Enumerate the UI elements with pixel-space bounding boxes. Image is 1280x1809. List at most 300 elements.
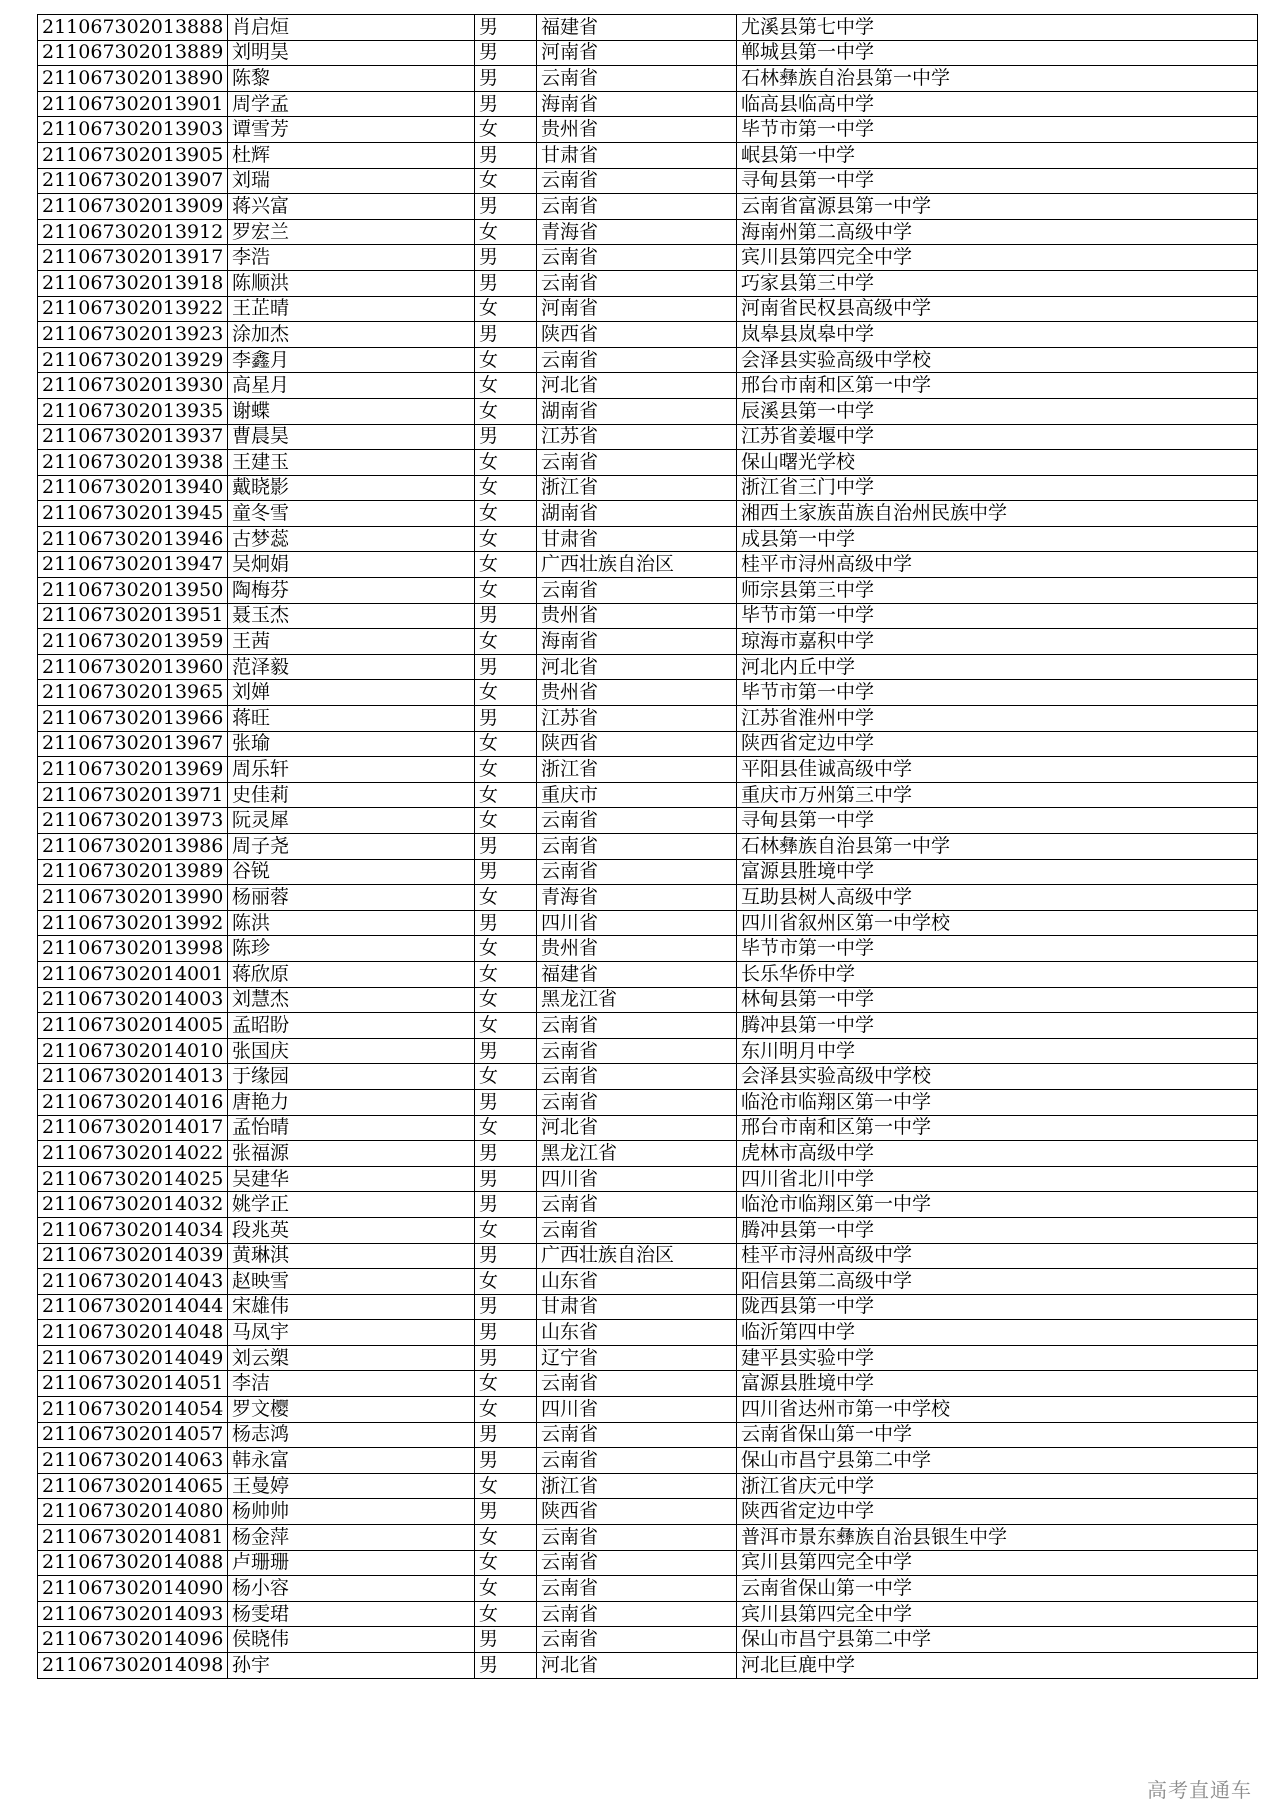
province-cell: 云南省 <box>537 168 737 194</box>
table-row <box>38 1320 1258 1346</box>
table-row <box>38 270 1258 296</box>
school-cell: 宾川县第四完全中学 <box>737 245 1258 271</box>
table-row <box>38 1499 1258 1525</box>
gender-cell: 女 <box>475 1601 537 1627</box>
id-cell: 211067302014044 <box>38 1294 228 1320</box>
province-cell: 云南省 <box>537 347 737 373</box>
gender-cell: 男 <box>475 1448 537 1474</box>
id-cell: 211067302013901 <box>38 91 228 117</box>
name-cell: 李洁 <box>228 1371 475 1397</box>
school-cell: 石林彝族自治县第一中学 <box>737 834 1258 860</box>
name-cell: 陶梅芬 <box>228 578 475 604</box>
school-cell: 石林彝族自治县第一中学 <box>737 66 1258 92</box>
gender-cell: 女 <box>475 450 537 476</box>
gender-cell: 女 <box>475 373 537 399</box>
admission-list-table <box>37 14 1258 1679</box>
province-cell: 河北省 <box>537 1115 737 1141</box>
table-row <box>38 1627 1258 1653</box>
name-cell: 罗文樱 <box>228 1397 475 1423</box>
name-cell: 蒋旺 <box>228 706 475 732</box>
table-row <box>38 603 1258 629</box>
school-cell: 成县第一中学 <box>737 526 1258 552</box>
gender-cell: 男 <box>475 1089 537 1115</box>
school-cell: 江苏省姜堰中学 <box>737 424 1258 450</box>
name-cell: 谢蝶 <box>228 398 475 424</box>
school-cell: 长乐华侨中学 <box>737 961 1258 987</box>
table-row <box>38 731 1258 757</box>
table-row <box>38 706 1258 732</box>
gender-cell: 男 <box>475 40 537 66</box>
province-cell: 江苏省 <box>537 424 737 450</box>
province-cell: 四川省 <box>537 1397 737 1423</box>
gender-cell: 女 <box>475 398 537 424</box>
table-row <box>38 1013 1258 1039</box>
school-cell: 岷县第一中学 <box>737 142 1258 168</box>
province-cell: 云南省 <box>537 194 737 220</box>
gender-cell: 女 <box>475 296 537 322</box>
table-row <box>38 15 1258 41</box>
name-cell: 王茜 <box>228 629 475 655</box>
table-row <box>38 834 1258 860</box>
id-cell: 211067302014022 <box>38 1141 228 1167</box>
province-cell: 海南省 <box>537 629 737 655</box>
id-cell: 211067302013945 <box>38 501 228 527</box>
table-row <box>38 1448 1258 1474</box>
province-cell: 云南省 <box>537 450 737 476</box>
gender-cell: 女 <box>475 1525 537 1551</box>
name-cell: 王曼婷 <box>228 1473 475 1499</box>
gender-cell: 女 <box>475 885 537 911</box>
name-cell: 刘云槊 <box>228 1345 475 1371</box>
name-cell: 杨志鸿 <box>228 1422 475 1448</box>
gender-cell: 男 <box>475 1499 537 1525</box>
gender-cell: 男 <box>475 194 537 220</box>
gender-cell: 男 <box>475 1653 537 1679</box>
gender-cell: 男 <box>475 1192 537 1218</box>
province-cell: 河北省 <box>537 654 737 680</box>
id-cell: 211067302014039 <box>38 1243 228 1269</box>
id-cell: 211067302014005 <box>38 1013 228 1039</box>
table-row <box>38 1089 1258 1115</box>
id-cell: 211067302014010 <box>38 1038 228 1064</box>
gender-cell: 女 <box>475 1371 537 1397</box>
name-cell: 段兆英 <box>228 1217 475 1243</box>
table-row <box>38 1653 1258 1679</box>
province-cell: 广西壮族自治区 <box>537 552 737 578</box>
province-cell: 甘肃省 <box>537 526 737 552</box>
gender-cell: 男 <box>475 424 537 450</box>
school-cell: 保山曙光学校 <box>737 450 1258 476</box>
name-cell: 张福源 <box>228 1141 475 1167</box>
province-cell: 青海省 <box>537 885 737 911</box>
province-cell: 广西壮族自治区 <box>537 1243 737 1269</box>
id-cell: 211067302013889 <box>38 40 228 66</box>
id-cell: 211067302014090 <box>38 1576 228 1602</box>
school-cell: 四川省叙州区第一中学校 <box>737 910 1258 936</box>
name-cell: 马凤宇 <box>228 1320 475 1346</box>
school-cell: 临沧市临翔区第一中学 <box>737 1192 1258 1218</box>
gender-cell: 女 <box>475 168 537 194</box>
id-cell: 211067302013930 <box>38 373 228 399</box>
school-cell: 师宗县第三中学 <box>737 578 1258 604</box>
id-cell: 211067302013917 <box>38 245 228 271</box>
gender-cell: 女 <box>475 1576 537 1602</box>
name-cell: 杨丽蓉 <box>228 885 475 911</box>
id-cell: 211067302013986 <box>38 834 228 860</box>
name-cell: 周学孟 <box>228 91 475 117</box>
province-cell: 云南省 <box>537 1217 737 1243</box>
name-cell: 杜辉 <box>228 142 475 168</box>
table-row <box>38 1141 1258 1167</box>
name-cell: 刘婵 <box>228 680 475 706</box>
id-cell: 211067302014003 <box>38 987 228 1013</box>
id-cell: 211067302014032 <box>38 1192 228 1218</box>
province-cell: 甘肃省 <box>537 142 737 168</box>
province-cell: 贵州省 <box>537 117 737 143</box>
name-cell: 李鑫月 <box>228 347 475 373</box>
id-cell: 211067302014025 <box>38 1166 228 1192</box>
name-cell: 谭雪芳 <box>228 117 475 143</box>
table-row <box>38 194 1258 220</box>
province-cell: 陕西省 <box>537 731 737 757</box>
province-cell: 黑龙江省 <box>537 1141 737 1167</box>
id-cell: 211067302014098 <box>38 1653 228 1679</box>
id-cell: 211067302013909 <box>38 194 228 220</box>
id-cell: 211067302014081 <box>38 1525 228 1551</box>
gender-cell: 男 <box>475 1038 537 1064</box>
gender-cell: 男 <box>475 1422 537 1448</box>
id-cell: 211067302013922 <box>38 296 228 322</box>
table-row <box>38 1038 1258 1064</box>
gender-cell: 男 <box>475 142 537 168</box>
province-cell: 云南省 <box>537 1013 737 1039</box>
table-row <box>38 245 1258 271</box>
table-row <box>38 1243 1258 1269</box>
gender-cell: 女 <box>475 501 537 527</box>
name-cell: 姚学正 <box>228 1192 475 1218</box>
table-row <box>38 1166 1258 1192</box>
name-cell: 肖启烜 <box>228 15 475 41</box>
table-row <box>38 66 1258 92</box>
province-cell: 海南省 <box>537 91 737 117</box>
table-row <box>38 654 1258 680</box>
gender-cell: 男 <box>475 603 537 629</box>
name-cell: 吴炯娟 <box>228 552 475 578</box>
gender-cell: 女 <box>475 1064 537 1090</box>
id-cell: 211067302014049 <box>38 1345 228 1371</box>
gender-cell: 女 <box>475 629 537 655</box>
name-cell: 刘瑞 <box>228 168 475 194</box>
name-cell: 古梦蕊 <box>228 526 475 552</box>
id-cell: 211067302014065 <box>38 1473 228 1499</box>
id-cell: 211067302013946 <box>38 526 228 552</box>
province-cell: 云南省 <box>537 1601 737 1627</box>
name-cell: 聂玉杰 <box>228 603 475 629</box>
school-cell: 临沂第四中学 <box>737 1320 1258 1346</box>
id-cell: 211067302014063 <box>38 1448 228 1474</box>
school-cell: 阳信县第二高级中学 <box>737 1269 1258 1295</box>
gender-cell: 女 <box>475 757 537 783</box>
gender-cell: 女 <box>475 782 537 808</box>
gender-cell: 女 <box>475 936 537 962</box>
province-cell: 山东省 <box>537 1269 737 1295</box>
gender-cell: 男 <box>475 910 537 936</box>
name-cell: 陈珍 <box>228 936 475 962</box>
school-cell: 临沧市临翔区第一中学 <box>737 1089 1258 1115</box>
province-cell: 云南省 <box>537 1448 737 1474</box>
name-cell: 陈黎 <box>228 66 475 92</box>
gender-cell: 女 <box>475 961 537 987</box>
name-cell: 侯晓伟 <box>228 1627 475 1653</box>
province-cell: 福建省 <box>537 15 737 41</box>
gender-cell: 女 <box>475 1550 537 1576</box>
id-cell: 211067302013950 <box>38 578 228 604</box>
gender-cell: 男 <box>475 91 537 117</box>
gender-cell: 男 <box>475 15 537 41</box>
table-row <box>38 552 1258 578</box>
school-cell: 浙江省庆元中学 <box>737 1473 1258 1499</box>
province-cell: 湖南省 <box>537 398 737 424</box>
school-cell: 海南州第二高级中学 <box>737 219 1258 245</box>
gender-cell: 女 <box>475 117 537 143</box>
name-cell: 卢珊珊 <box>228 1550 475 1576</box>
id-cell: 211067302013907 <box>38 168 228 194</box>
table-row <box>38 142 1258 168</box>
name-cell: 宋雄伟 <box>228 1294 475 1320</box>
province-cell: 福建省 <box>537 961 737 987</box>
gender-cell: 女 <box>475 578 537 604</box>
school-cell: 腾冲县第一中学 <box>737 1217 1258 1243</box>
table-row <box>38 168 1258 194</box>
name-cell: 于缘园 <box>228 1064 475 1090</box>
table-row <box>38 219 1258 245</box>
gender-cell: 女 <box>475 1013 537 1039</box>
table-row <box>38 1294 1258 1320</box>
province-cell: 浙江省 <box>537 1473 737 1499</box>
name-cell: 黄琳淇 <box>228 1243 475 1269</box>
school-cell: 四川省北川中学 <box>737 1166 1258 1192</box>
province-cell: 云南省 <box>537 808 737 834</box>
province-cell: 浙江省 <box>537 757 737 783</box>
name-cell: 韩永富 <box>228 1448 475 1474</box>
id-cell: 211067302014013 <box>38 1064 228 1090</box>
table-row <box>38 578 1258 604</box>
table-body <box>38 15 1258 1679</box>
table-row <box>38 987 1258 1013</box>
province-cell: 云南省 <box>537 66 737 92</box>
gender-cell: 女 <box>475 731 537 757</box>
province-cell: 云南省 <box>537 1371 737 1397</box>
school-cell: 毕节市第一中学 <box>737 936 1258 962</box>
school-cell: 云南省保山第一中学 <box>737 1576 1258 1602</box>
gender-cell: 男 <box>475 322 537 348</box>
gender-cell: 女 <box>475 347 537 373</box>
name-cell: 蒋欣原 <box>228 961 475 987</box>
table-row <box>38 757 1258 783</box>
school-cell: 河北内丘中学 <box>737 654 1258 680</box>
gender-cell: 男 <box>475 245 537 271</box>
province-cell: 云南省 <box>537 834 737 860</box>
school-cell: 互助县树人高级中学 <box>737 885 1258 911</box>
gender-cell: 女 <box>475 987 537 1013</box>
id-cell: 211067302014051 <box>38 1371 228 1397</box>
province-cell: 河北省 <box>537 373 737 399</box>
name-cell: 杨金萍 <box>228 1525 475 1551</box>
id-cell: 211067302013912 <box>38 219 228 245</box>
school-cell: 尤溪县第七中学 <box>737 15 1258 41</box>
table-row <box>38 526 1258 552</box>
id-cell: 211067302013905 <box>38 142 228 168</box>
name-cell: 赵映雪 <box>228 1269 475 1295</box>
name-cell: 童冬雪 <box>228 501 475 527</box>
school-cell: 郸城县第一中学 <box>737 40 1258 66</box>
id-cell: 211067302014034 <box>38 1217 228 1243</box>
id-cell: 211067302014054 <box>38 1397 228 1423</box>
gender-cell: 女 <box>475 552 537 578</box>
table-row <box>38 322 1258 348</box>
table-row <box>38 808 1258 834</box>
province-cell: 云南省 <box>537 1627 737 1653</box>
id-cell: 211067302013967 <box>38 731 228 757</box>
name-cell: 刘明昊 <box>228 40 475 66</box>
gender-cell: 男 <box>475 1243 537 1269</box>
id-cell: 211067302013998 <box>38 936 228 962</box>
province-cell: 云南省 <box>537 859 737 885</box>
province-cell: 云南省 <box>537 1089 737 1115</box>
gender-cell: 男 <box>475 1627 537 1653</box>
school-cell: 陇西县第一中学 <box>737 1294 1258 1320</box>
province-cell: 陕西省 <box>537 322 737 348</box>
table-row <box>38 296 1258 322</box>
gender-cell: 女 <box>475 475 537 501</box>
table-row <box>38 1269 1258 1295</box>
province-cell: 云南省 <box>537 1064 737 1090</box>
table-row <box>38 1371 1258 1397</box>
id-cell: 211067302013951 <box>38 603 228 629</box>
school-cell: 巧家县第三中学 <box>737 270 1258 296</box>
school-cell: 云南省保山第一中学 <box>737 1422 1258 1448</box>
name-cell: 高星月 <box>228 373 475 399</box>
id-cell: 211067302014057 <box>38 1422 228 1448</box>
province-cell: 河南省 <box>537 40 737 66</box>
table-row <box>38 1115 1258 1141</box>
school-cell: 岚皋县岚皋中学 <box>737 322 1258 348</box>
gender-cell: 女 <box>475 1217 537 1243</box>
id-cell: 211067302013973 <box>38 808 228 834</box>
gender-cell: 女 <box>475 219 537 245</box>
school-cell: 毕节市第一中学 <box>737 117 1258 143</box>
name-cell: 孙宇 <box>228 1653 475 1679</box>
name-cell: 杨帅帅 <box>228 1499 475 1525</box>
school-cell: 桂平市浔州高级中学 <box>737 1243 1258 1269</box>
school-cell: 毕节市第一中学 <box>737 680 1258 706</box>
id-cell: 211067302013989 <box>38 859 228 885</box>
province-cell: 云南省 <box>537 1422 737 1448</box>
gender-cell: 女 <box>475 808 537 834</box>
table-row <box>38 782 1258 808</box>
table-row <box>38 373 1258 399</box>
school-cell: 浙江省三门中学 <box>737 475 1258 501</box>
id-cell: 211067302013929 <box>38 347 228 373</box>
id-cell: 211067302013938 <box>38 450 228 476</box>
id-cell: 211067302013971 <box>38 782 228 808</box>
province-cell: 四川省 <box>537 1166 737 1192</box>
school-cell: 东川明月中学 <box>737 1038 1258 1064</box>
province-cell: 云南省 <box>537 1038 737 1064</box>
id-cell: 211067302014016 <box>38 1089 228 1115</box>
school-cell: 邢台市南和区第一中学 <box>737 1115 1258 1141</box>
name-cell: 谷锐 <box>228 859 475 885</box>
school-cell: 普洱市景东彝族自治县银生中学 <box>737 1525 1258 1551</box>
id-cell: 211067302014096 <box>38 1627 228 1653</box>
school-cell: 毕节市第一中学 <box>737 603 1258 629</box>
name-cell: 杨小容 <box>228 1576 475 1602</box>
name-cell: 蒋兴富 <box>228 194 475 220</box>
watermark-text: 高考直通车 <box>1147 1778 1252 1802</box>
gender-cell: 男 <box>475 706 537 732</box>
province-cell: 甘肃省 <box>537 1294 737 1320</box>
school-cell: 琼海市嘉积中学 <box>737 629 1258 655</box>
table-row <box>38 859 1258 885</box>
table-row <box>38 501 1258 527</box>
school-cell: 邢台市南和区第一中学 <box>737 373 1258 399</box>
school-cell: 平阳县佳诚高级中学 <box>737 757 1258 783</box>
name-cell: 陈洪 <box>228 910 475 936</box>
school-cell: 腾冲县第一中学 <box>737 1013 1258 1039</box>
gender-cell: 男 <box>475 270 537 296</box>
name-cell: 吴建华 <box>228 1166 475 1192</box>
id-cell: 211067302013888 <box>38 15 228 41</box>
id-cell: 211067302013990 <box>38 885 228 911</box>
table-row <box>38 424 1258 450</box>
table-row <box>38 1601 1258 1627</box>
name-cell: 李浩 <box>228 245 475 271</box>
table-row <box>38 680 1258 706</box>
gender-cell: 男 <box>475 66 537 92</box>
table-row <box>38 1345 1258 1371</box>
province-cell: 河北省 <box>537 1653 737 1679</box>
province-cell: 云南省 <box>537 245 737 271</box>
gender-cell: 女 <box>475 1397 537 1423</box>
id-cell: 211067302013947 <box>38 552 228 578</box>
id-cell: 211067302013918 <box>38 270 228 296</box>
province-cell: 山东省 <box>537 1320 737 1346</box>
school-cell: 富源县胜境中学 <box>737 1371 1258 1397</box>
table-row <box>38 347 1258 373</box>
province-cell: 黑龙江省 <box>537 987 737 1013</box>
name-cell: 范泽毅 <box>228 654 475 680</box>
province-cell: 湖南省 <box>537 501 737 527</box>
school-cell: 桂平市浔州高级中学 <box>737 552 1258 578</box>
school-cell: 富源县胜境中学 <box>737 859 1258 885</box>
id-cell: 211067302014017 <box>38 1115 228 1141</box>
table-row <box>38 117 1258 143</box>
province-cell: 浙江省 <box>537 475 737 501</box>
name-cell: 孟怡晴 <box>228 1115 475 1141</box>
gender-cell: 男 <box>475 1345 537 1371</box>
table-row <box>38 475 1258 501</box>
name-cell: 史佳莉 <box>228 782 475 808</box>
school-cell: 辰溪县第一中学 <box>737 398 1258 424</box>
school-cell: 河北巨鹿中学 <box>737 1653 1258 1679</box>
school-cell: 陕西省定边中学 <box>737 731 1258 757</box>
school-cell: 寻甸县第一中学 <box>737 808 1258 834</box>
province-cell: 青海省 <box>537 219 737 245</box>
province-cell: 云南省 <box>537 578 737 604</box>
name-cell: 张国庆 <box>228 1038 475 1064</box>
province-cell: 陕西省 <box>537 1499 737 1525</box>
name-cell: 周乐轩 <box>228 757 475 783</box>
